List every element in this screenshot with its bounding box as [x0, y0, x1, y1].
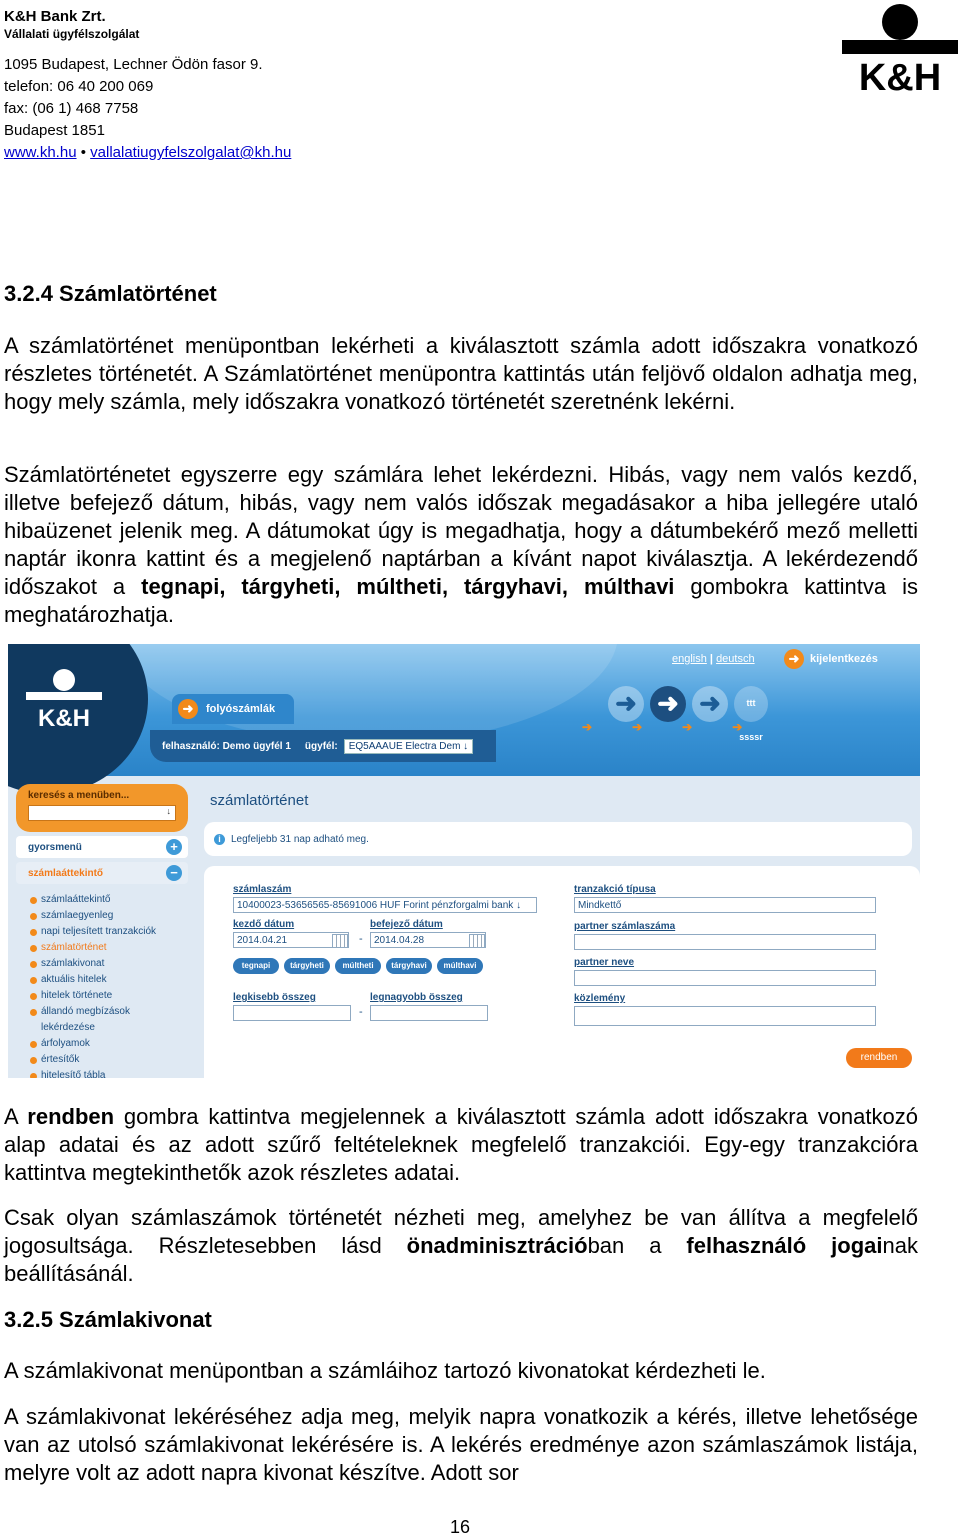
menu-search-input[interactable]: ↓: [28, 805, 176, 821]
sidebar-item[interactable]: [30, 988, 188, 1004]
fax-line: fax: (06 1) 468 7758: [4, 100, 139, 117]
paragraph-dates: [4, 461, 918, 629]
paragraph-dates-bold: tegnapi, tárgyheti, múltheti, tárgyhavi, múlthavi: [141, 574, 675, 599]
sidebar-item-label: értesítők: [41, 1054, 80, 1065]
kh-logo: [842, 2, 958, 94]
end-date-input[interactable]: 2014.04.28: [370, 932, 486, 948]
bullet-icon: [30, 993, 37, 1000]
partner-name-input[interactable]: [574, 970, 876, 986]
paragraph-permissions-a: Csak olyan számlaszámok történetét nézheti meg, amelyhez be van állítva a megfelelő jogosultsága. Részletesebben lásd: [4, 1205, 918, 1258]
max-amount-input[interactable]: [370, 1005, 488, 1021]
paragraph-result-b: gombra kattintva megjelennek a kiválasztott számla adott időszakra vonatkozó alap adatai és az adott szűrő feltételeknek megfelelő tranzakciói. Egy-egy tranzakcióra kattintva megtekinthetők azok részletes adatai.: [4, 1104, 918, 1185]
website-link[interactable]: www.kh.hu: [4, 144, 77, 161]
quick-menu-label: gyorsmenü: [28, 841, 82, 853]
minus-icon[interactable]: −: [166, 865, 182, 881]
transaction-type-select[interactable]: Mindkettő: [574, 897, 876, 913]
mini-arrow-icon[interactable]: ➔: [632, 720, 643, 734]
paragraph-permissions-bold2: felhasználó jogai: [686, 1233, 883, 1258]
paragraph-intro: A számlatörténet menüpontban lekérheti a kiválasztott számla adott időszakra vonatkozó részletes történetét. A Számlatörténet menüpontra kattintás után feljövő oldalon adhatja meg, hogy mely számla, mely időszakra vonatkozó történetét szeretnénk lekérni.: [4, 333, 918, 414]
mini-arrow-icon[interactable]: ➔: [582, 720, 593, 734]
quick-menu-toggle[interactable]: [16, 836, 188, 858]
user-bar: [150, 730, 496, 762]
mini-arrow-icon[interactable]: ➔: [682, 720, 693, 734]
nav-arrow-icon[interactable]: ➜: [692, 686, 728, 722]
sidebar-item-label: számlaegyenleg: [41, 910, 114, 921]
sidebar-item-label: számlakivonat: [41, 958, 105, 969]
memo-label: közlemény: [574, 993, 626, 1004]
partner-name-label: partner neve: [574, 957, 635, 968]
end-date-label: befejező dátum: [370, 919, 443, 930]
sidebar-item[interactable]: [30, 1004, 188, 1020]
lang-separator: |: [709, 653, 713, 665]
logout-button[interactable]: [784, 648, 878, 670]
letterhead: [4, 8, 291, 164]
sidebar-item-label: hitelesítő tábla: [41, 1070, 106, 1078]
sidebar-item-label: számlatörténet: [41, 942, 107, 953]
paragraph-permissions-c: nak beállításánál.: [4, 1233, 918, 1286]
paragraph-permissions-b: ban a: [587, 1233, 687, 1258]
sidebar-item-label: számlaáttekintő: [41, 894, 111, 905]
tab-accounts[interactable]: [172, 694, 294, 724]
menu-search: [16, 784, 188, 832]
sidebar-item[interactable]: [30, 1052, 188, 1068]
page-number: 16: [450, 1517, 471, 1537]
page-title: számlatörténet: [210, 792, 309, 809]
tab-accounts-label: folyószámlák: [206, 703, 276, 715]
link-separator: •: [80, 144, 86, 161]
po-box-line: Budapest 1851: [4, 122, 105, 139]
sidebar-item-label: aktuális hitelek: [41, 974, 107, 985]
info-text: Legfeljebb 31 nap adható meg.: [231, 833, 369, 845]
user-label: felhasználó: Demo ügyfél 1: [162, 740, 291, 752]
phone-line: telefon: 06 40 200 069: [4, 78, 154, 95]
nav-arrow-icon-active[interactable]: ➜: [650, 686, 686, 722]
info-icon: i: [214, 834, 225, 845]
paragraph-statement-details: A számlakivonat lekéréséhez adja meg, melyik napra vonatkozik a kérés, illetve lehetősége van az utolsó számlakivonat lekérésére is. A lekérés eredménye azon számlaszámok listája, melyre volt az adott napra kivonat készítve. Adott sor: [4, 1404, 918, 1485]
bullet-icon: [30, 1073, 37, 1079]
calendar-icon[interactable]: [469, 934, 485, 948]
sidebar-item[interactable]: [30, 972, 188, 988]
section-heading-325: 3.2.5 Számlakivonat: [4, 1307, 212, 1332]
sidebar-item-label: hitelek története: [41, 990, 113, 1001]
language-links: [672, 653, 755, 665]
arrow-right-icon: ➜: [784, 649, 804, 669]
sidebar-item[interactable]: [30, 908, 188, 924]
paragraph-permissions-bold1: önadminisztráció: [406, 1233, 588, 1258]
partner-account-label: partner számlaszáma: [574, 921, 676, 932]
sidebar-item[interactable]: [30, 956, 188, 972]
sidebar-menu: [16, 892, 188, 1078]
calendar-icon[interactable]: [332, 934, 348, 948]
menu-search-label: keresés a menüben...: [28, 790, 130, 801]
bullet-icon: [30, 929, 37, 936]
app-logo-bar: [26, 692, 102, 700]
email-link[interactable]: vallalatiugyfelszolgalat@kh.hu: [90, 144, 292, 161]
paragraph-dates-text: Számlatörténetet egyszerre egy számlára lehet lekérdezni. Hibás, vagy nem valós kezdő, illetve befejező dátum, hibás, vagy nem valós időszak megadásakor a hiba jellegére utaló hibaüzenet jelenik meg. A dátumokat úgy is megadhatja, hogy a dátumbekérő mező melletti naptár ikonra kattint és a megjelenő naptárban a kívánt napot kiválasztja. A lekérdezendő időszakot a: [4, 462, 918, 599]
kh-logo-text: K&H: [858, 57, 942, 94]
min-amount-input[interactable]: [233, 1005, 351, 1021]
kh-logo-body: [842, 40, 958, 54]
memo-input[interactable]: [574, 1006, 876, 1026]
section-heading-324: 3.2.4 Számlatörténet: [4, 281, 217, 306]
mini-arrows: [582, 720, 742, 734]
this-week-button[interactable]: tárgyheti: [284, 958, 330, 974]
account-overview-toggle[interactable]: [16, 862, 188, 884]
sidebar-item[interactable]: [30, 924, 188, 940]
nav-arrow-icon[interactable]: ➜: [608, 686, 644, 722]
app-header-bar: [8, 644, 920, 776]
address-line: 1095 Budapest, Lechner Ödön fasor 9.: [4, 56, 263, 73]
account-number-select[interactable]: 10400023-53656565-85691006 HUF Forint pénzforgalmi bank ↓: [233, 897, 537, 913]
kh-logo-head: [882, 4, 918, 40]
yesterday-button[interactable]: tegnapi: [233, 958, 279, 974]
start-date-input[interactable]: 2014.04.21: [233, 932, 349, 948]
this-month-button[interactable]: tárgyhavi: [386, 958, 432, 974]
app-logo-head: [53, 669, 75, 691]
sidebar-item-label: árfolyamok: [41, 1038, 90, 1049]
client-label: ügyfél:: [304, 740, 338, 752]
sidebar-item[interactable]: [30, 1068, 188, 1078]
bullet-icon: [30, 1041, 37, 1048]
bullet-icon: [30, 977, 37, 984]
sidebar-item[interactable]: [30, 1036, 188, 1052]
app-kh-logo: [18, 662, 108, 732]
info-notice: [204, 822, 912, 856]
nav-arrows: [608, 686, 768, 742]
last-month-button[interactable]: múlthavi: [437, 958, 483, 974]
start-date-label: kezdő dátum: [233, 919, 295, 930]
max-amount-label: legnagyobb összeg: [370, 992, 463, 1003]
bullet-icon: [30, 897, 37, 904]
account-overview-label: számlaáttekintő: [28, 867, 104, 879]
lang-deutsch-link[interactable]: deutsch: [716, 653, 755, 665]
sidebar-item-continuation[interactable]: lekérdezése: [41, 1022, 95, 1033]
account-history-screenshot: [8, 644, 920, 1078]
bullet-icon: [30, 913, 37, 920]
min-amount-label: legkisebb összeg: [233, 992, 316, 1003]
lang-english-link[interactable]: english: [672, 653, 707, 665]
submit-button[interactable]: rendben: [846, 1048, 912, 1068]
paragraph-permissions: [4, 1204, 918, 1288]
paragraph-statement-intro: A számlakivonat menüpontban a számláihoz tartozó kivonatokat kérdezheti le.: [4, 1358, 766, 1383]
account-number-label: számlaszám: [233, 884, 292, 895]
department-name: Vállalati ügyfélszolgálat: [4, 27, 140, 41]
plus-icon[interactable]: +: [166, 839, 182, 855]
sidebar: [16, 784, 188, 1078]
sidebar-item[interactable]: [30, 892, 188, 908]
app-logo-text: K&H: [38, 705, 90, 732]
date-range-dash: -: [359, 933, 363, 945]
paragraph-result-a: A: [4, 1104, 28, 1129]
paragraph-dates-end: gombokra kattintva is meghatározhatja.: [4, 574, 918, 627]
paragraph-result: [4, 1103, 918, 1187]
logout-label: kijelentkezés: [810, 653, 878, 665]
amount-range-dash: -: [359, 1006, 363, 1018]
company-name: K&H Bank Zrt.: [4, 8, 106, 25]
bullet-icon: [30, 961, 37, 968]
bullet-icon: [30, 1009, 37, 1016]
sidebar-item-label: állandó megbízások: [41, 1006, 130, 1017]
sidebar-item-active[interactable]: [30, 940, 188, 956]
arrow-right-icon: ➜: [178, 699, 198, 719]
mini-arrow-icon[interactable]: ➔: [732, 720, 743, 734]
bullet-icon: [30, 945, 37, 952]
nav-arrow-icon[interactable]: ttt ssssr: [734, 686, 768, 722]
sidebar-item-label: napi teljesített tranzakciók: [41, 926, 157, 937]
partner-account-input[interactable]: [574, 934, 876, 950]
transaction-type-label: tranzakció típusa: [574, 884, 656, 895]
paragraph-result-bold: rendben: [27, 1104, 115, 1129]
last-week-button[interactable]: múltheti: [335, 958, 381, 974]
bullet-icon: [30, 1057, 37, 1064]
client-select[interactable]: EQ5AAAUE Electra Dem ↓: [344, 739, 473, 754]
contact-links: [4, 142, 291, 164]
